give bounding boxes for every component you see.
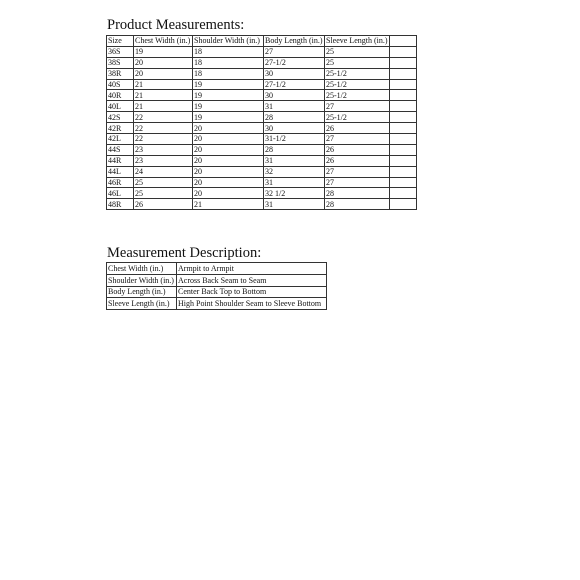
table-cell: 20	[193, 188, 264, 199]
table-cell: 20	[193, 134, 264, 145]
table-cell: 20	[193, 177, 264, 188]
table-cell: 19	[134, 46, 193, 57]
table-cell	[389, 134, 416, 145]
table-cell: 22	[134, 134, 193, 145]
table-cell: 28	[264, 112, 325, 123]
measurement-description-title: Measurement Description:	[107, 245, 262, 261]
table-cell: 27	[325, 101, 390, 112]
product-measurements-title: Product Measurements:	[107, 17, 245, 33]
table-cell: Center Back Top to Bottom	[177, 286, 327, 298]
table-row	[107, 79, 417, 90]
table-cell: 19	[193, 90, 264, 101]
table-cell: 26	[134, 199, 193, 210]
table-cell: 19	[193, 79, 264, 90]
table-cell	[389, 112, 416, 123]
table-row	[107, 112, 417, 123]
table-cell: 48R	[107, 199, 134, 210]
table-cell: 21	[134, 79, 193, 90]
table-cell: 26	[325, 123, 390, 134]
table-cell: 36S	[107, 46, 134, 57]
table-row	[107, 274, 327, 286]
table-cell: 19	[193, 101, 264, 112]
table-cell: 38S	[107, 57, 134, 68]
table-cell: 20	[134, 68, 193, 79]
table-cell: 32	[264, 166, 325, 177]
table-row	[107, 177, 417, 188]
table-cell: 27	[325, 177, 390, 188]
table-cell	[389, 123, 416, 134]
table-cell: 42R	[107, 123, 134, 134]
table-cell: 28	[325, 199, 390, 210]
table-cell: 31	[264, 177, 325, 188]
table-row	[107, 155, 417, 166]
table-cell: 20	[193, 144, 264, 155]
table-cell	[389, 188, 416, 199]
table-cell: 25	[325, 46, 390, 57]
table-cell: Body Length (in.)	[265, 36, 323, 46]
table-cell	[389, 79, 416, 90]
table-cell: 25	[134, 188, 193, 199]
table-cell: 32 1/2	[264, 188, 325, 199]
table-row	[107, 57, 417, 68]
table-cell: 46L	[107, 188, 134, 199]
table-row	[107, 123, 417, 134]
table-cell: Chest Width (in.)	[107, 263, 177, 275]
table-row	[107, 166, 417, 177]
table-cell	[389, 36, 416, 47]
measurements-table	[106, 35, 417, 210]
table-header-row	[107, 36, 417, 47]
table-cell: Sleeve Length (in.)	[326, 36, 388, 46]
table-row	[107, 90, 417, 101]
descriptions-table	[106, 262, 327, 310]
table-cell: 25	[134, 177, 193, 188]
table-cell: Shoulder Width (in.)	[193, 36, 264, 47]
table-cell: 20	[193, 166, 264, 177]
table-cell: Size	[107, 36, 134, 47]
table-cell: 27	[264, 46, 325, 57]
table-cell	[389, 101, 416, 112]
table-cell: 27-1/2	[264, 79, 325, 90]
table-cell	[389, 177, 416, 188]
table-cell: 18	[193, 46, 264, 57]
table-cell: 44R	[107, 155, 134, 166]
table-cell: 21	[193, 199, 264, 210]
table-cell: Sleeve Length (in.)	[107, 298, 177, 310]
table-cell: 42L	[107, 134, 134, 145]
table-row	[107, 144, 417, 155]
table-cell: 24	[134, 166, 193, 177]
table-row	[107, 298, 327, 310]
table-cell	[389, 46, 416, 57]
table-cell: 19	[193, 112, 264, 123]
table-cell: 31	[264, 101, 325, 112]
table-cell: 22	[134, 112, 193, 123]
table-cell: 21	[134, 90, 193, 101]
table-row	[107, 68, 417, 79]
table-cell: High Point Shoulder Seam to Sleeve Bottom	[177, 298, 327, 310]
table-row	[107, 188, 417, 199]
table-cell	[389, 155, 416, 166]
table-cell	[389, 68, 416, 79]
table-cell: 30	[264, 68, 325, 79]
table-cell: 31-1/2	[264, 134, 325, 145]
table-cell: 44L	[107, 166, 134, 177]
table-cell: 28	[325, 188, 390, 199]
table-cell: 25-1/2	[325, 79, 390, 90]
table-row	[107, 286, 327, 298]
table-cell: 25-1/2	[325, 112, 390, 123]
table-cell: 30	[264, 90, 325, 101]
table-cell	[389, 57, 416, 68]
table-cell: 27	[325, 166, 390, 177]
table-cell	[389, 166, 416, 177]
table-cell: 40S	[107, 79, 134, 90]
table-cell: 23	[134, 155, 193, 166]
table-cell	[389, 199, 416, 210]
table-cell: 31	[264, 199, 325, 210]
table-cell: 25	[325, 57, 390, 68]
table-cell: 44S	[107, 144, 134, 155]
table-cell: 40L	[107, 101, 134, 112]
table-cell: 26	[325, 144, 390, 155]
table-cell: 20	[193, 155, 264, 166]
table-cell: 26	[325, 155, 390, 166]
table-row	[107, 199, 417, 210]
table-cell: 21	[134, 101, 193, 112]
table-cell	[389, 144, 416, 155]
table-cell: 23	[134, 144, 193, 155]
table-cell: 28	[264, 144, 325, 155]
table-row	[107, 263, 327, 275]
table-cell: Chest Width (in.)	[134, 36, 193, 47]
table-cell: 22	[134, 123, 193, 134]
table-cell: 18	[193, 68, 264, 79]
table-cell: 42S	[107, 112, 134, 123]
table-cell: 18	[193, 57, 264, 68]
table-cell: 30	[264, 123, 325, 134]
table-row	[107, 101, 417, 112]
table-cell: Across Back Seam to Seam	[177, 274, 327, 286]
table-cell: 40R	[107, 90, 134, 101]
table-cell: 38R	[107, 68, 134, 79]
table-cell: 46R	[107, 177, 134, 188]
table-cell: 27-1/2	[264, 57, 325, 68]
table-cell: 25-1/2	[325, 90, 390, 101]
table-cell: Armpit to Armpit	[177, 263, 327, 275]
table-cell	[389, 90, 416, 101]
table-cell: 27	[325, 134, 390, 145]
table-cell: Shoulder Width (in.)	[107, 274, 177, 286]
table-cell: 31	[264, 155, 325, 166]
table-row	[107, 46, 417, 57]
table-cell: 20	[134, 57, 193, 68]
table-cell: Body Length (in.)	[107, 286, 177, 298]
table-cell: 20	[193, 123, 264, 134]
table-cell: 25-1/2	[325, 68, 390, 79]
table-row	[107, 134, 417, 145]
